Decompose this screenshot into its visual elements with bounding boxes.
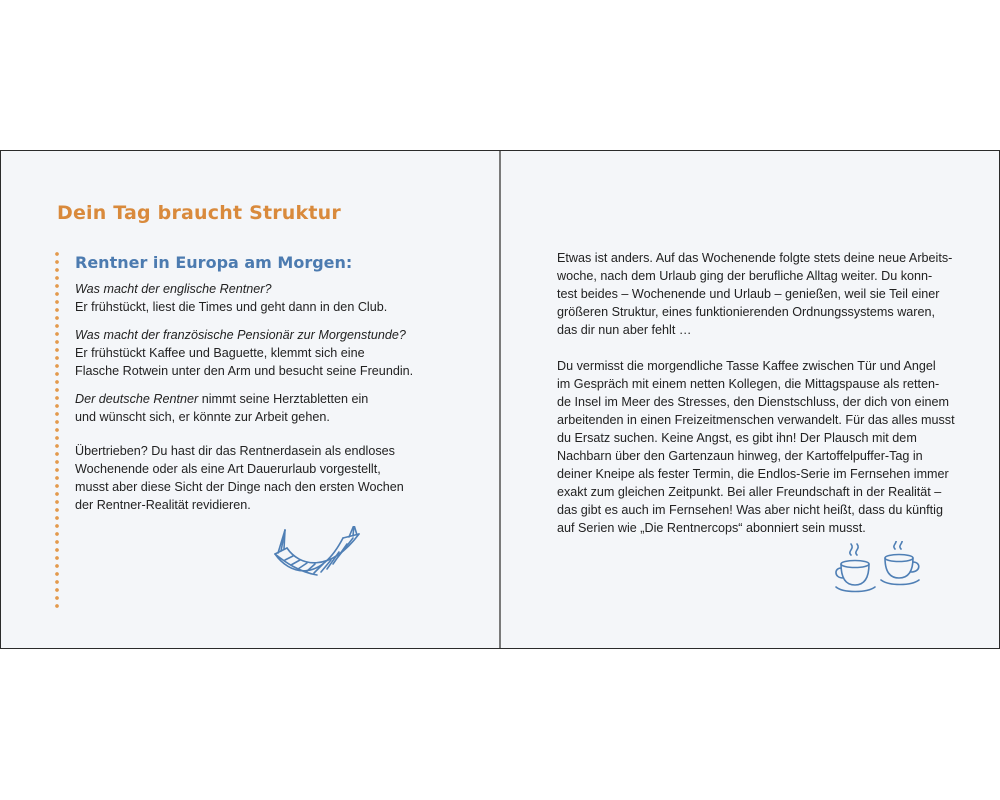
body-paragraph — [75, 442, 404, 514]
text-line: das gibt es auch im Fernsehen! Was aber nicht heißt, dass du künftig — [557, 503, 943, 517]
question-french: Was macht der französische Pensionär zur Morgenstunde? — [75, 328, 406, 342]
question-english: Was macht der englische Rentner? — [75, 282, 272, 296]
text-line: und wünscht sich, er könnte zur Arbeit gehen. — [75, 410, 330, 424]
text-line: Etwas ist anders. Auf das Wochenende folgte stets deine neue Arbeits- — [557, 251, 953, 265]
section-subheading: Rentner in Europa am Morgen: — [75, 253, 353, 272]
coffee-cups-icon — [833, 541, 929, 603]
text-line: größeren Struktur, eines funktionierenden Ordnungssystems waren, — [557, 305, 936, 319]
text-line: deiner Kneipe als fester Termin, die Endlos-Serie im Fernsehen immer — [557, 467, 949, 481]
text-line: test beides – Wochenende und Urlaub – genießen, weil sie Teil einer — [557, 287, 940, 301]
left-page — [1, 151, 499, 648]
text-line: das dir nun aber fehlt … — [557, 323, 692, 337]
body-paragraph — [557, 357, 955, 537]
text-fragment: nimmt seine Herztabletten ein — [198, 392, 369, 406]
text-line: Nachbarn über den Gartenzaun hinweg, der Kartoffelpuffer-Tag in — [557, 449, 923, 463]
page-heading: Dein Tag braucht Struktur — [57, 202, 341, 224]
dotted-divider — [54, 250, 60, 610]
text-line: exakt zum gleichen Zeitpunkt. Bei aller Freundschaft in der Realität – — [557, 485, 942, 499]
statement-german — [75, 390, 368, 426]
text-line: de Insel im Meer des Stresses, den Dienstschluss, der dich von einem — [557, 395, 949, 409]
text-line: musst aber diese Sicht der Dinge nach den ersten Wochen — [75, 480, 404, 494]
text-line: du Ersatz suchen. Keine Angst, es gibt ihn! Der Plausch mit dem — [557, 431, 917, 445]
text-line — [75, 390, 368, 408]
hammock-icon — [269, 526, 365, 586]
text-line: arbeitenden in einen Freizeitmenschen verwandelt. Für das alles musst — [557, 413, 955, 427]
text-line: auf Serien wie „Die Rentnercops“ abonniert sein musst. — [557, 521, 866, 535]
body-paragraph — [557, 249, 952, 339]
text-line: woche, nach dem Urlaub ging der berufliche Alltag weiter. Du konn- — [557, 269, 933, 283]
text-line: Er frühstückt Kaffee und Baguette, klemmt sich eine — [75, 346, 365, 360]
answer-french — [75, 344, 413, 380]
right-page — [501, 151, 999, 648]
book-spread — [0, 150, 1000, 649]
text-line: Du vermisst die morgendliche Tasse Kaffee zwischen Tür und Angel — [557, 359, 936, 373]
text-line: Übertrieben? Du hast dir das Rentnerdasein als endloses — [75, 444, 395, 458]
italic-phrase: Der deutsche Rentner — [75, 392, 199, 406]
text-line: der Rentner-Realität revidieren. — [75, 498, 251, 512]
text-line: Wochenende oder als eine Art Dauerurlaub vorgestellt, — [75, 462, 381, 476]
text-line: im Gespräch mit einem netten Kollegen, die Mittagspause als retten- — [557, 377, 940, 391]
text-line: Flasche Rotwein unter den Arm und besucht seine Freundin. — [75, 364, 414, 378]
answer-english: Er frühstückt, liest die Times und geht dann in den Club. — [75, 300, 388, 314]
